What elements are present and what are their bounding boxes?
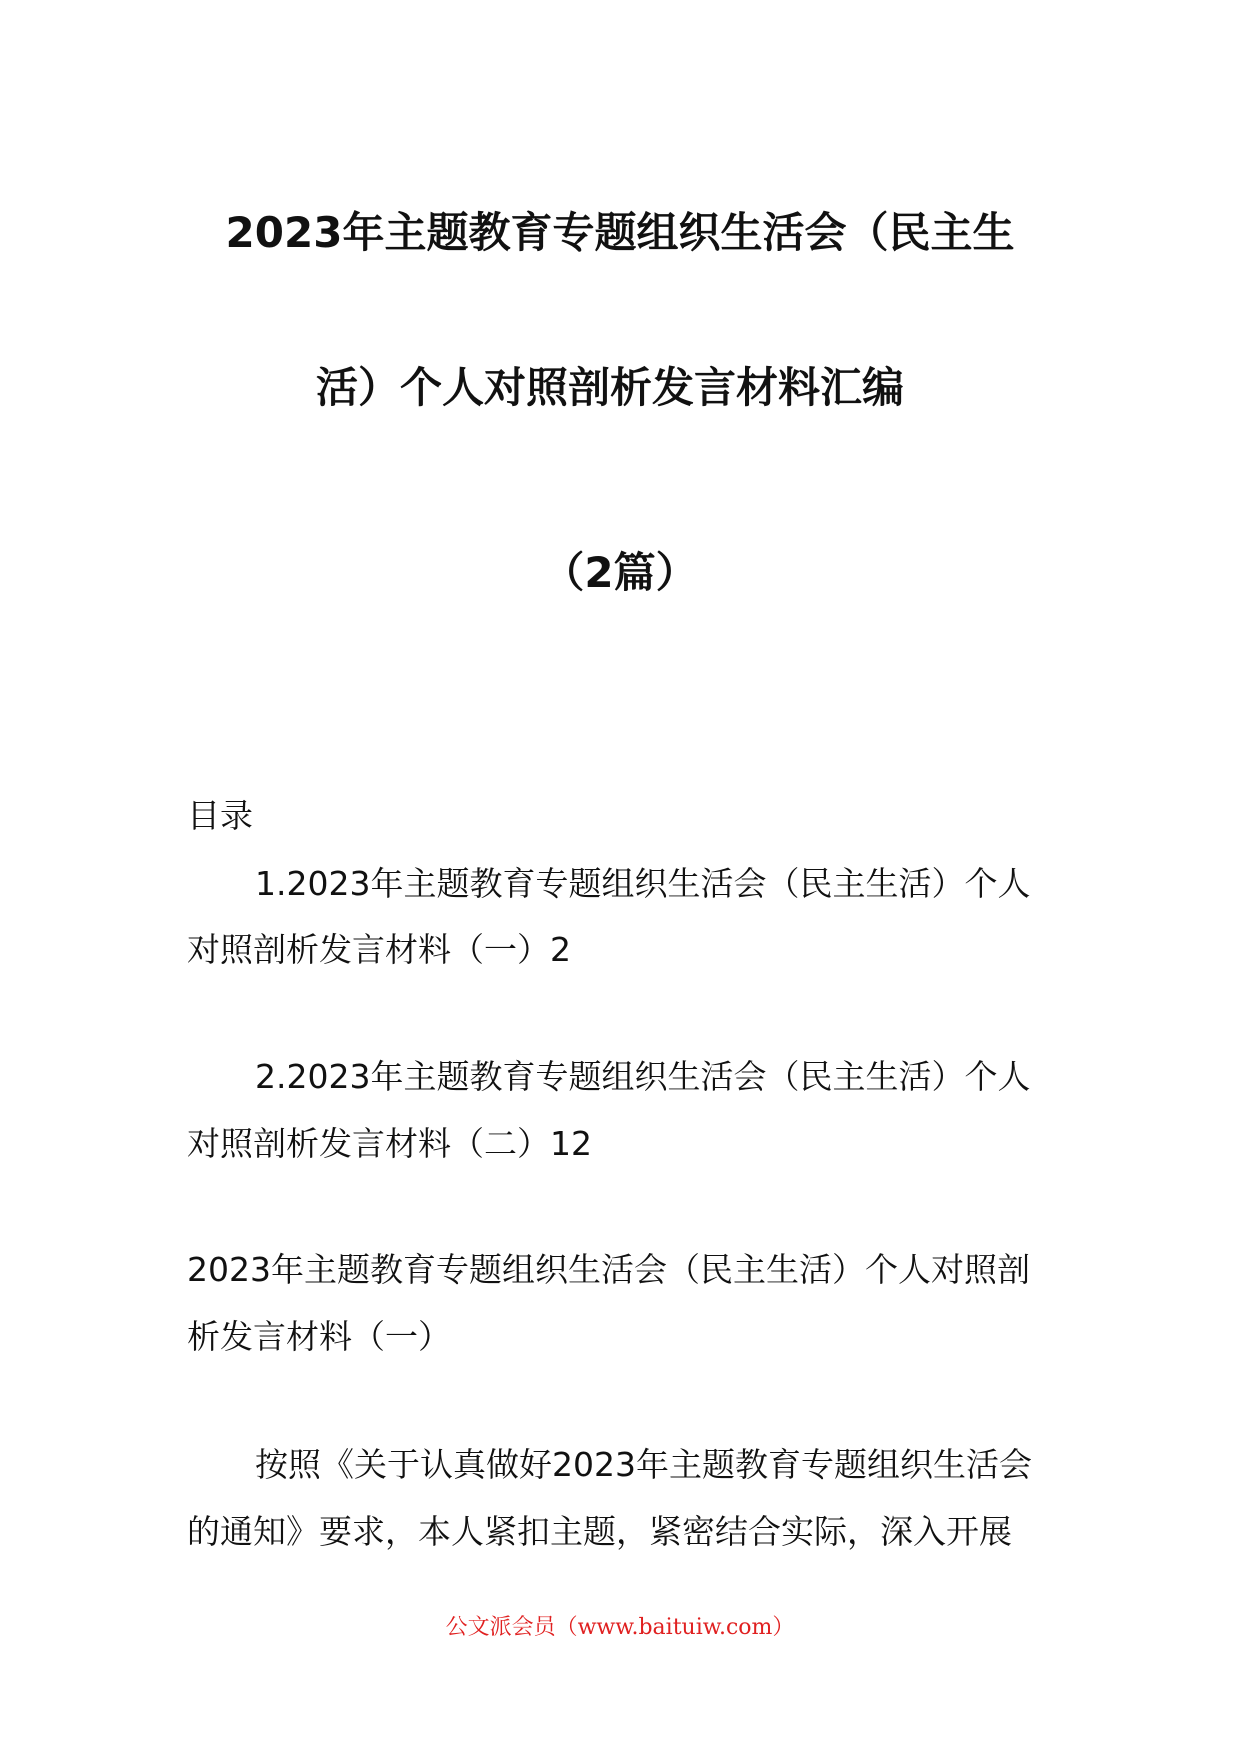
document-title-count: （2篇） — [542, 548, 698, 597]
section-heading-line-2: 析发言材料（一） — [187, 1317, 451, 1356]
body-paragraph-line-2: 的通知》要求，本人紧扣主题，紧密结合实际，深入开展 — [187, 1512, 1012, 1551]
toc-item-2-line-1[interactable]: 2.2023年主题教育专题组织生活会（民主生活）个人 — [255, 1057, 1031, 1096]
toc-item-1-line-2[interactable]: 对照剖析发言材料（一）2 — [187, 930, 571, 969]
toc-heading: 目录 — [187, 796, 253, 835]
document-title-line-1: 2023年主题教育专题组织生活会（民主生 — [225, 208, 1015, 257]
document-title-line-2: 活）个人对照剖析发言材料汇编 — [315, 363, 904, 412]
body-paragraph-line-1: 按照《关于认真做好2023年主题教育专题组织生活会 — [255, 1445, 1032, 1484]
section-heading-line-1: 2023年主题教育专题组织生活会（民主生活）个人对照剖 — [187, 1250, 1030, 1289]
footer-watermark: 公文派会员（www.baituiw.com） — [445, 1615, 795, 1640]
toc-item-2-line-2[interactable]: 对照剖析发言材料（二）12 — [187, 1124, 592, 1163]
toc-item-1-line-1[interactable]: 1.2023年主题教育专题组织生活会（民主生活）个人 — [255, 864, 1031, 903]
